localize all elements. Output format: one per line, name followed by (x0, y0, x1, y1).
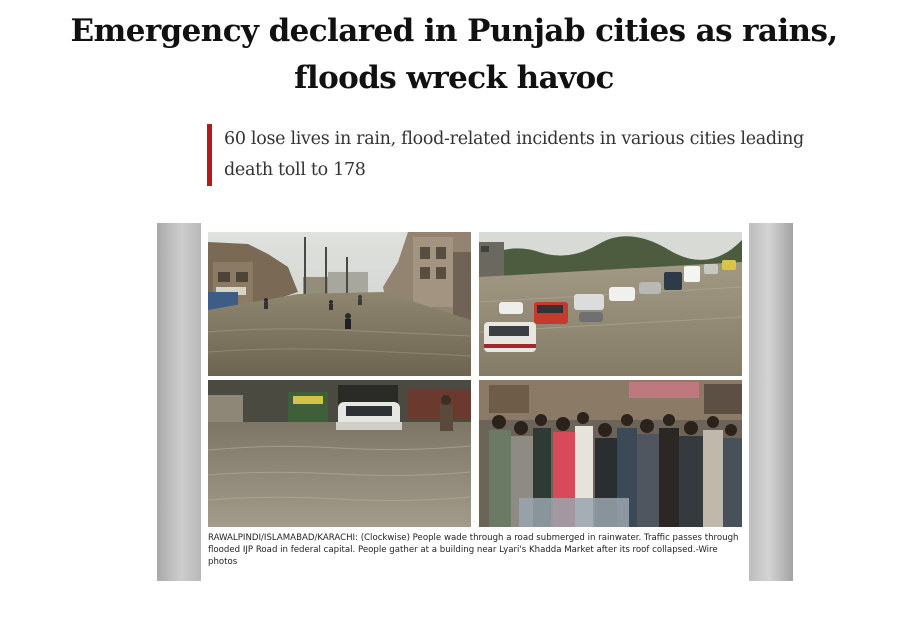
photo-caption (208, 532, 748, 568)
subheadline: 60 lose lives in rain, flood-related incidents in various cities leading death toll to 178 (224, 129, 804, 180)
news-photo (157, 223, 793, 581)
photo-right-margin (749, 223, 793, 581)
photo-crowd-gathering (479, 380, 742, 527)
photo-flooded-street (208, 232, 471, 376)
caption-location: RAWALPINDI/ISLAMABAD/KARACHI: (208, 533, 358, 543)
photo-car-in-flood (208, 380, 471, 527)
caption-text: (Clockwise) People wade through a road submerged in rainwater. Traffic passes through flooded IJP Road in federal capital. People gather at a building near Lyari's Khadda Market after its roof collapsed.-Wire photos (208, 533, 739, 567)
subheadline-block (207, 124, 807, 186)
photo-flooded-road-traffic (479, 232, 742, 376)
photo-left-margin (157, 223, 201, 581)
headline: Emergency declared in Punjab cities as rains, floods wreck havoc (70, 13, 838, 96)
